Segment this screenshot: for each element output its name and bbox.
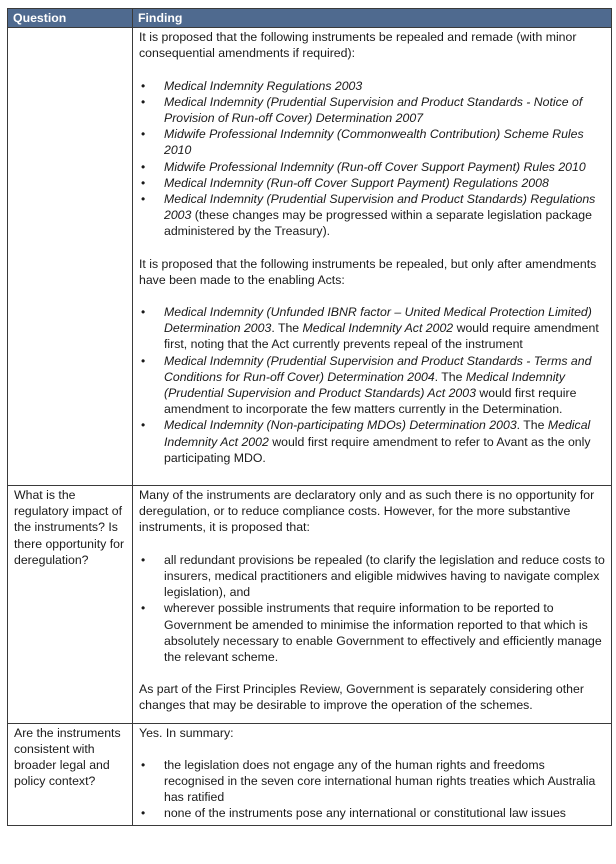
list-item: • Medical Indemnity Regulations 2003 xyxy=(141,78,363,93)
finding-paragraph: Yes. In summary: xyxy=(139,725,234,740)
table-header-row xyxy=(8,9,612,28)
list-item: • Medical Indemnity (Run-off Cover Support Payment) Regulations 2008 xyxy=(141,175,549,190)
repeal-remake-list xyxy=(139,78,605,240)
repeal-after-amendment-list xyxy=(139,304,605,466)
finding-paragraph: It is proposed that the following instruments be repealed and remade (with minor consequential amendments if required): xyxy=(139,30,577,61)
bullet-icon: • xyxy=(141,418,146,433)
question-cell: What is the regulatory impact of the instruments? Is there opportunity for deregulation? xyxy=(8,486,133,723)
bullet-icon: • xyxy=(141,127,146,142)
list-item: • Medical Indemnity (Non-participating MDOs) Determination 2003. The Medical Indemnity Act 2002 would first require amendment to refer to Avant as the only participating MDO. xyxy=(141,418,591,465)
question-cell xyxy=(8,28,133,486)
question-cell: Are the instruments consistent with broader legal and policy context? xyxy=(8,723,133,825)
bullet-icon: • xyxy=(141,552,146,567)
bullet-icon: • xyxy=(141,192,146,207)
list-item: • Medical Indemnity (Prudential Supervision and Product Standards) Regulations 2003 (these changes may be progressed within a separate legislation package administered by the Treasury). xyxy=(141,192,596,239)
bullet-icon: • xyxy=(141,757,146,772)
list-item: • all redundant provisions be repealed (to clarify the legislation and reduce costs to insurers, medical practitioners and eligible midwives having to navigate complex legislation), and xyxy=(141,552,605,600)
list-item: • none of the instruments pose any international or constitutional law issues xyxy=(141,806,566,821)
finding-paragraph: As part of the First Principles Review, Government is separately considering other changes that may be desirable to improve the operation of the schemes. xyxy=(139,682,584,713)
bullet-icon: • xyxy=(141,806,146,821)
bullet-icon: • xyxy=(141,94,146,109)
finding-paragraph: Many of the instruments are declaratory only and as such there is no opportunity for deregulation, or to reduce compliance costs. However, for the more substantive instruments, it is proposed that: xyxy=(139,488,595,535)
table-row xyxy=(8,28,612,486)
list-item: • Medical Indemnity (Unfunded IBNR factor – United Medical Protection Limited) Determination 2003. The Medical Indemnity Act 2002 would require amendment first, noting that the Act currently prevents repeal of the instrument xyxy=(141,305,599,352)
legal-context-list xyxy=(139,757,605,822)
list-item: • wherever possible instruments that require information to be reported to Government be amended to minimise the information reported to that which is absolutely necessary to enable Government to effectively and efficiently manage the relevant scheme. xyxy=(141,601,602,664)
finding-cell xyxy=(133,723,612,825)
bullet-icon: • xyxy=(141,305,146,320)
findings-table xyxy=(7,8,612,826)
bullet-icon: • xyxy=(141,353,146,368)
list-item: • Midwife Professional Indemnity (Commonwealth Contribution) Scheme Rules 2010 xyxy=(141,127,584,158)
list-item: • Medical Indemnity (Prudential Supervision and Product Standards - Terms and Conditions for Run-off Cover) Determination 2004. The Medical Indemnity (Prudential Supervision and Product Standards) Act 2003 would first require amendment to incorporate the few matters currently in the Determination. xyxy=(141,353,592,417)
deregulation-list xyxy=(139,552,605,665)
bullet-icon: • xyxy=(141,175,146,190)
finding-cell xyxy=(133,28,612,486)
column-header-question: Question xyxy=(8,9,133,28)
list-item: • Midwife Professional Indemnity (Run-off Cover Support Payment) Rules 2010 xyxy=(141,159,586,174)
column-header-finding: Finding xyxy=(133,9,612,28)
list-item: • Medical Indemnity (Prudential Supervision and Product Standards - Notice of Provision of Run-off Cover) Determination 2007 xyxy=(141,94,583,126)
table-row xyxy=(8,723,612,825)
table-row xyxy=(8,486,612,723)
finding-cell xyxy=(133,486,612,723)
bullet-icon: • xyxy=(141,159,146,174)
list-item: • the legislation does not engage any of the human rights and freedoms recognised in the seven core international human rights treaties which Australia has ratified xyxy=(141,757,596,805)
finding-paragraph: It is proposed that the following instruments be repealed, but only after amendments have been made to the enabling Acts: xyxy=(139,256,597,287)
bullet-icon: • xyxy=(141,601,146,616)
bullet-icon: • xyxy=(141,78,146,93)
